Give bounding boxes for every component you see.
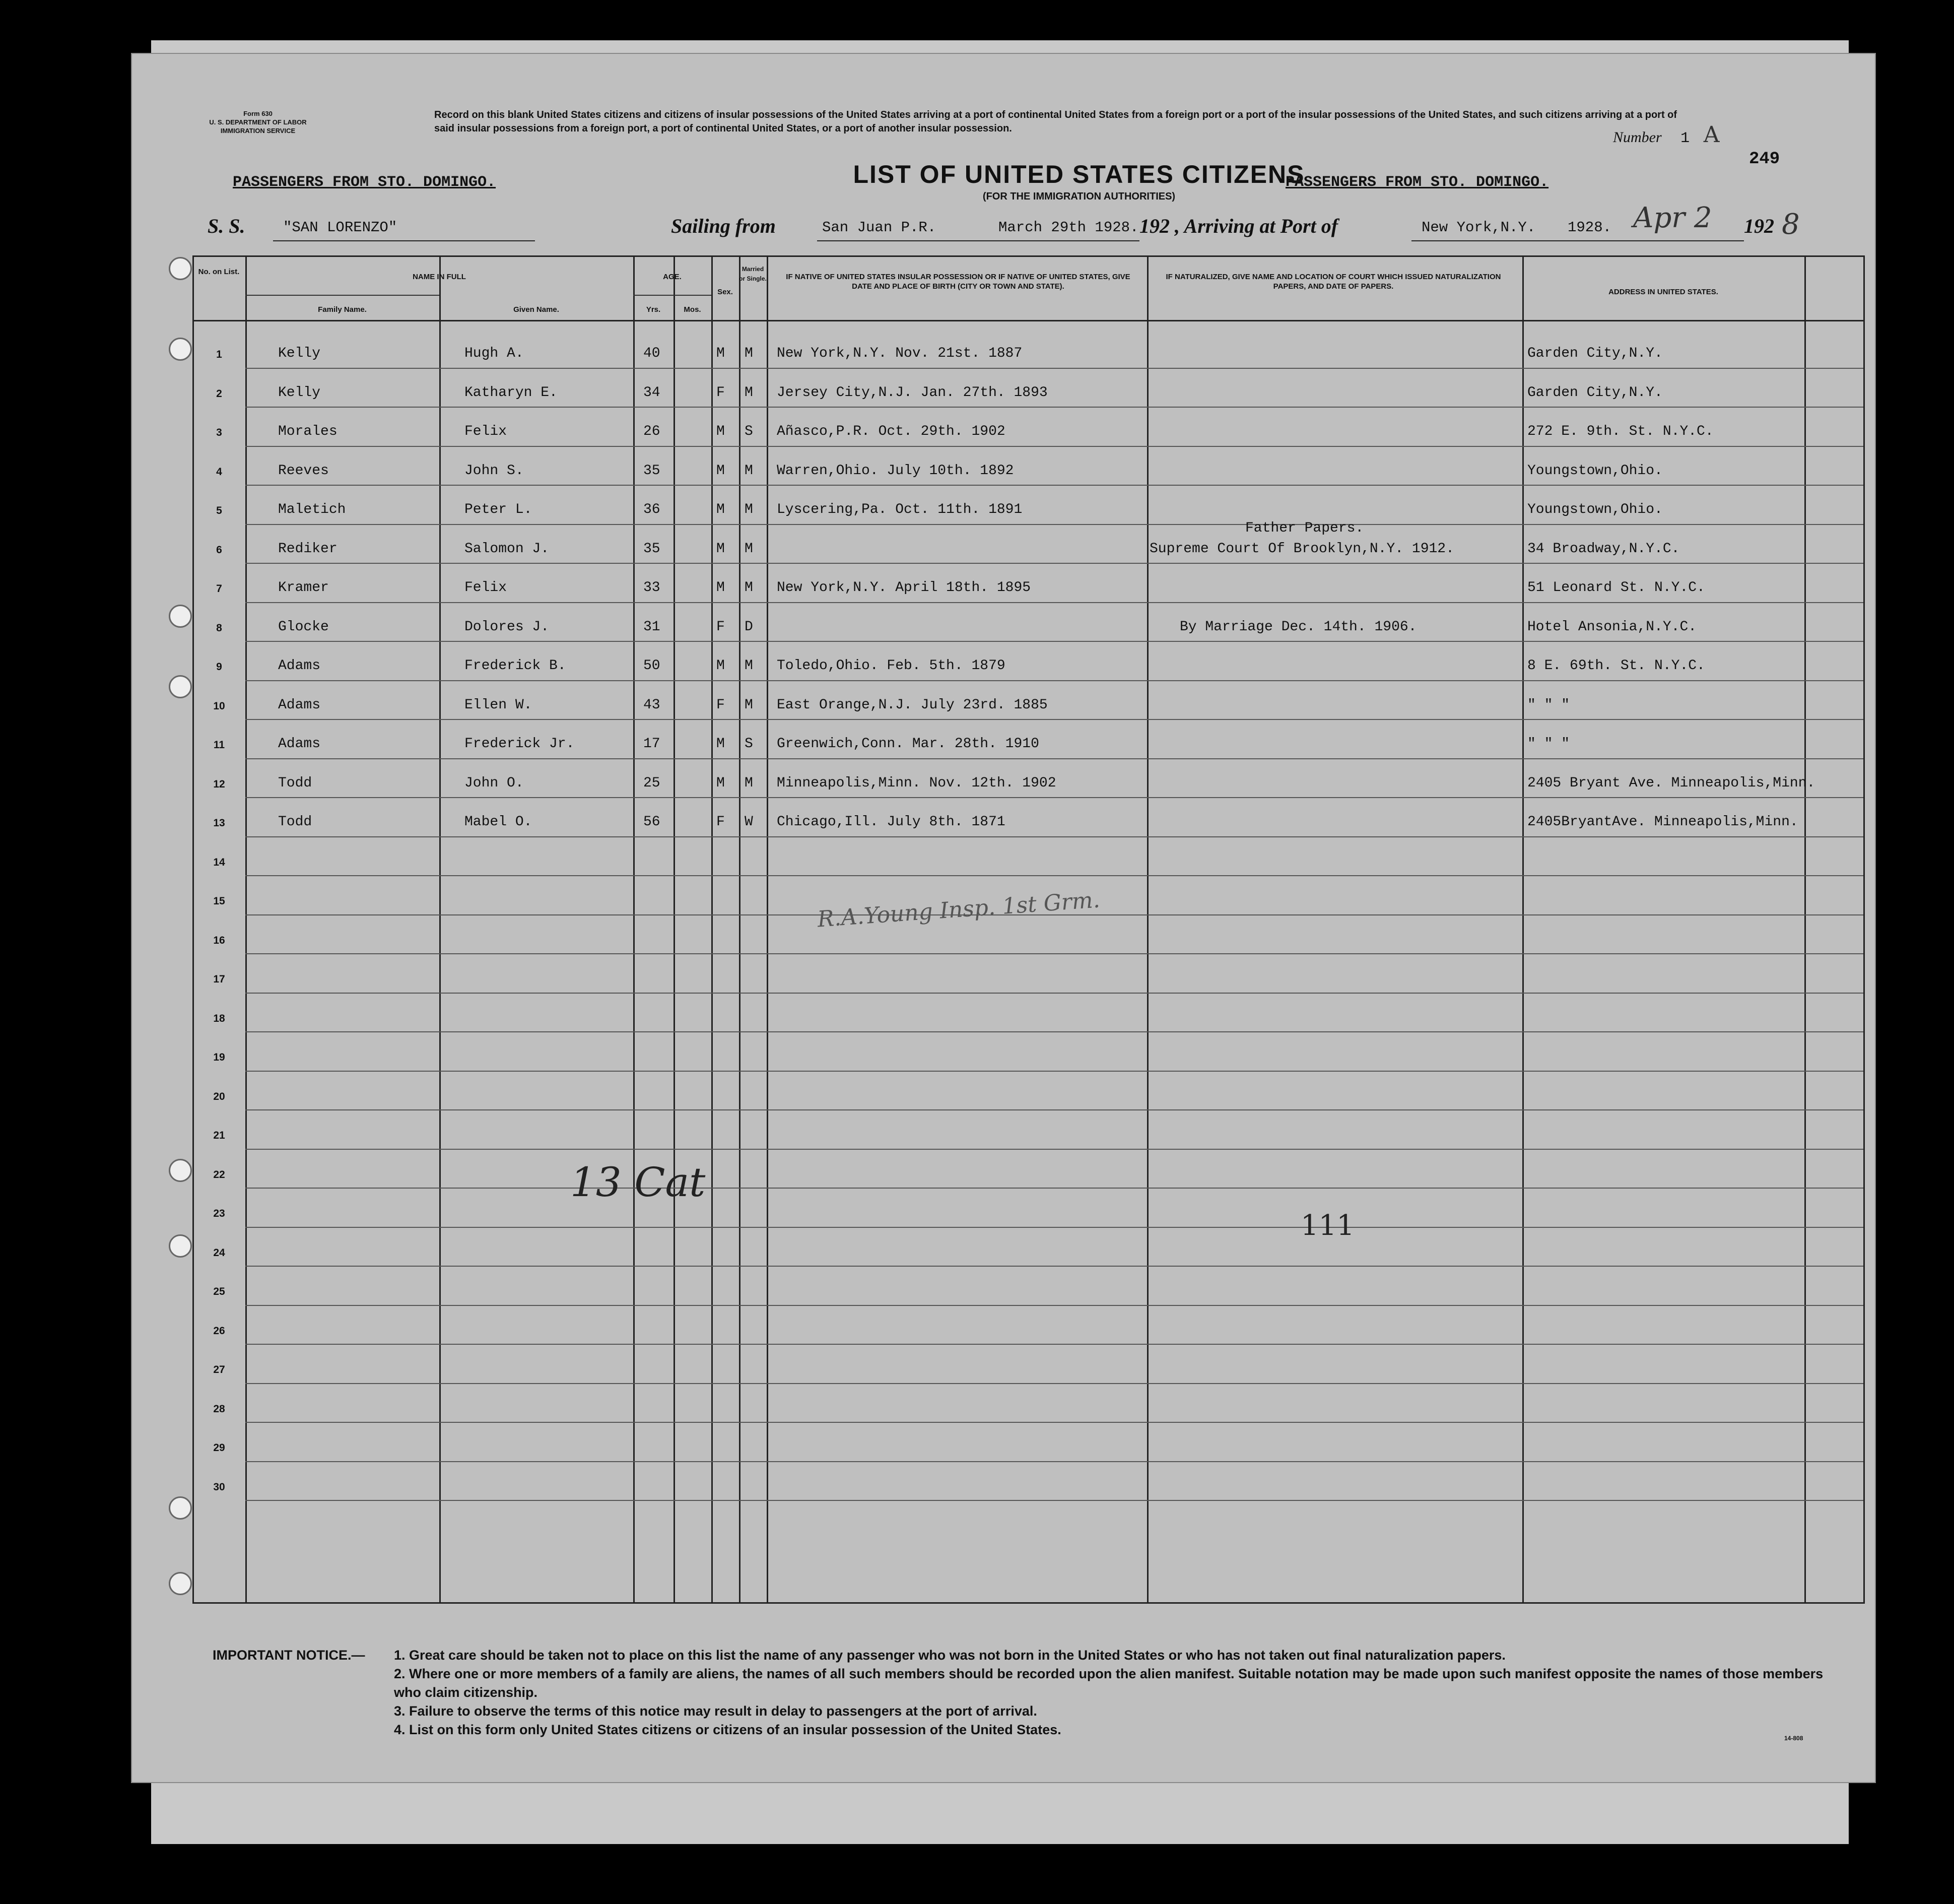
cell-yrs: 43 [643, 697, 660, 713]
list-number [1613, 122, 1719, 148]
cell-nat: By Marriage Dec. 14th. 1906. [1180, 619, 1417, 635]
header-naturalized: IF NATURALIZED, GIVE NAME AND LOCATION OF COURT WHICH ISSUED NATURALIZATION PAPERS, AND DATE OF PAPERS. [1166, 273, 1501, 291]
cell-ms: D [745, 619, 753, 635]
row-number: 30 [213, 1481, 225, 1493]
row-number: 26 [213, 1325, 225, 1337]
cell-address: Garden City,N.Y. [1527, 384, 1663, 401]
binder-hole [169, 1496, 192, 1520]
notice-item: 1. Great care should be taken not to place on this list the name of any passenger who was not born in the United States or who has not taken out final naturalization papers. [394, 1648, 1506, 1663]
cell-family: Morales [278, 424, 338, 439]
cell-sex: M [716, 463, 725, 479]
row-number: 28 [213, 1403, 225, 1415]
cell-given: Salomon J. [464, 541, 550, 557]
cell-yrs: 17 [643, 736, 660, 752]
header-months: Mos. [684, 305, 701, 314]
cell-nat-detail: Supreme Court Of Brooklyn,N.Y. 1912. [1150, 541, 1454, 557]
form-header [192, 109, 323, 135]
arriving-date-handwritten: Apr 2 [1633, 202, 1712, 234]
cell-given: Frederick Jr. [464, 736, 575, 752]
row-number: 27 [213, 1364, 225, 1375]
cell-address: Youngstown,Ohio. [1527, 502, 1663, 517]
cell-address: 272 E. 9th. St. N.Y.C. [1527, 424, 1714, 439]
cell-birth: Lyscering,Pa. Oct. 11th. 1891 [777, 502, 1023, 517]
service-name: IMMIGRATION SERVICE [220, 127, 296, 135]
number-label: Number [1613, 129, 1662, 146]
cell-ms: M [745, 384, 753, 401]
cell-birth: Toledo,Ohio. Feb. 5th. 1879 [777, 658, 1005, 674]
cell-address: Youngstown,Ohio. [1527, 463, 1663, 479]
cell-family: Todd [278, 775, 312, 791]
cell-ms: M [745, 580, 753, 596]
cell-ms: M [745, 346, 753, 361]
row-number: 9 [216, 661, 222, 673]
cell-sex: M [716, 658, 725, 674]
cell-sex: M [716, 424, 725, 439]
cell-given: John S. [464, 463, 524, 479]
cell-birth: Greenwich,Conn. Mar. 28th. 1910 [777, 736, 1039, 752]
row-number: 16 [213, 934, 225, 946]
row-rule [245, 680, 1863, 681]
row-rule [245, 368, 1863, 369]
cell-sex: M [716, 541, 725, 557]
binder-hole [169, 257, 192, 280]
header-age: AGE. [663, 273, 682, 281]
cell-birth: Jersey City,N.J. Jan. 27th. 1893 [777, 384, 1048, 401]
department-name: U. S. DEPARTMENT OF LABOR [209, 118, 307, 126]
cell-ms: S [745, 736, 753, 752]
row-number: 29 [213, 1442, 225, 1454]
cell-nat: Father Papers. [1245, 520, 1364, 536]
row-number: 21 [213, 1130, 225, 1141]
row-rule [245, 1266, 1863, 1267]
cell-family: Reeves [278, 463, 329, 479]
cell-family: Todd [278, 814, 312, 830]
header-no: No. on List. [198, 268, 240, 276]
cell-yrs: 34 [643, 384, 660, 401]
cell-address: 34 Broadway,N.Y.C. [1527, 541, 1680, 557]
row-number: 5 [216, 505, 222, 516]
cell-yrs: 50 [643, 658, 660, 674]
notice-item: 2. Where one or more members of a family are aliens, the names of all such members should be recorded upon the alien manifest. Suitable notation may be made upon such manifest opposite the names of those members who claim citizenship. [394, 1666, 1824, 1700]
row-number: 1 [216, 349, 222, 360]
arriving-typed-year: 1928. [1568, 219, 1612, 236]
arrival-year-prefix: 192 [1744, 215, 1774, 237]
page-title: LIST OF UNITED STATES CITIZENS [853, 160, 1305, 188]
row-number: 23 [213, 1208, 225, 1219]
row-number: 20 [213, 1090, 225, 1102]
header-name-in-full: NAME IN FULL [413, 273, 466, 281]
cell-sex: M [716, 346, 725, 361]
cell-family: Kramer [278, 580, 329, 596]
ss-label: S. S. [208, 215, 245, 237]
cell-family: Adams [278, 658, 321, 674]
binder-hole [169, 1234, 192, 1258]
row-number: 19 [213, 1052, 225, 1063]
cell-birth: Warren,Ohio. July 10th. 1892 [777, 463, 1014, 479]
row-number: 12 [213, 778, 225, 790]
row-rule [245, 1383, 1863, 1384]
passengers-from-left: PASSENGERS FROM STO. DOMINGO. [233, 174, 496, 191]
sailing-port: San Juan P.R. [822, 219, 936, 236]
arriving-label: , Arriving at Port of [1175, 215, 1338, 237]
cell-given: Frederick B. [464, 658, 566, 674]
row-number: 17 [213, 973, 225, 985]
row-number: 15 [213, 895, 225, 907]
row-rule [245, 758, 1863, 759]
row-number: 6 [216, 544, 222, 556]
number-value: 1 [1680, 130, 1690, 147]
binder-hole [169, 1572, 192, 1595]
cell-sex: M [716, 502, 725, 517]
cell-yrs: 31 [643, 619, 660, 635]
row-number: 18 [213, 1012, 225, 1024]
row-rule [245, 1031, 1863, 1032]
row-number: 25 [213, 1286, 225, 1297]
count-note-handwritten: 13 Cat [570, 1159, 706, 1206]
row-rule [245, 407, 1863, 408]
cell-birth: Añasco,P.R. Oct. 29th. 1902 [777, 424, 1005, 439]
row-number: 22 [213, 1168, 225, 1180]
row-rule [245, 719, 1863, 720]
header-family-name: Family Name. [318, 305, 367, 314]
row-rule [245, 1422, 1863, 1423]
row-number: 2 [216, 387, 222, 400]
cell-sex: M [716, 775, 725, 791]
passenger-table [192, 255, 1865, 1604]
ship-name: "SAN LORENZO" [283, 219, 397, 236]
cell-address: 51 Leonard St. N.Y.C. [1527, 580, 1705, 596]
header-sex: Sex. [717, 288, 733, 296]
cell-ms: W [745, 814, 753, 830]
sailing-year-prefix: 192 [1139, 215, 1170, 237]
cell-sex: F [716, 697, 725, 713]
cell-given: Dolores J. [464, 619, 550, 635]
row-rule [245, 836, 1863, 837]
cell-yrs: 26 [643, 424, 660, 439]
cell-address: " " " [1527, 736, 1570, 752]
cell-yrs: 33 [643, 580, 660, 596]
cell-given: Mabel O. [464, 814, 532, 830]
row-number: 8 [216, 622, 222, 634]
binder-hole [169, 675, 192, 698]
row-rule [245, 524, 1863, 525]
cell-ms: M [745, 502, 753, 517]
cell-ms: M [745, 775, 753, 791]
row-rule [245, 1344, 1863, 1345]
row-number: 7 [216, 583, 222, 595]
cell-yrs: 25 [643, 775, 660, 791]
cell-ms: M [745, 658, 753, 674]
cell-family: Rediker [278, 541, 338, 557]
voyage-line [192, 202, 1804, 244]
header-address: ADDRESS IN UNITED STATES. [1608, 288, 1718, 296]
cell-ms: M [745, 697, 753, 713]
instructions: Record on this blank United States citizens and citizens of insular possessions of the United States arriving at a port of continental United States from a foreign port or a port of the insular possessions of the United States, and such citizens arriving at a port of said insular possessions from a foreign port, a port of continental United States, or a port of another insular possession. [434, 109, 1677, 134]
row-number: 4 [216, 466, 222, 478]
arrival-year-handwritten: 8 [1782, 208, 1800, 241]
page-number: 249 [1749, 150, 1780, 169]
row-rule [245, 641, 1863, 642]
cell-sex: F [716, 384, 725, 401]
form-code: 14-808 [1784, 1735, 1803, 1742]
notice-item: 4. List on this form only United States citizens or citizens of an insular possession of the United States. [394, 1722, 1061, 1737]
form-number: Form 630 [243, 110, 273, 117]
binder-hole [169, 1159, 192, 1182]
cell-yrs: 35 [643, 541, 660, 557]
header-married-single: Married or Single. [739, 266, 767, 282]
row-number: 14 [213, 856, 225, 868]
row-rule [245, 1109, 1863, 1110]
cell-address: 2405BryantAve. Minneapolis,Minn. [1527, 814, 1798, 830]
cell-given: Hugh A. [464, 346, 524, 361]
header-years: Yrs. [646, 305, 661, 314]
cell-address: 2405 Bryant Ave. Minneapolis,Minn. [1527, 775, 1815, 791]
row-rule [245, 602, 1863, 603]
passengers-from-right: PASSENGERS FROM STO. DOMINGO. [1286, 174, 1549, 191]
cell-birth: New York,N.Y. Nov. 21st. 1887 [777, 346, 1023, 361]
tally-marks: 111 [1301, 1209, 1355, 1242]
cell-yrs: 40 [643, 346, 660, 361]
row-rule [245, 1461, 1863, 1462]
cell-yrs: 35 [643, 463, 660, 479]
binder-hole [169, 605, 192, 628]
cell-given: John O. [464, 775, 524, 791]
row-number: 11 [213, 739, 225, 751]
notice-lead: IMPORTANT NOTICE.— [213, 1648, 365, 1663]
row-number: 3 [216, 427, 222, 438]
row-number: 24 [213, 1246, 225, 1259]
cell-family: Maletich [278, 502, 346, 517]
row-rule [245, 563, 1863, 564]
cell-ms: M [745, 463, 753, 479]
cell-family: Kelly [278, 384, 321, 401]
cell-ms: M [745, 541, 753, 557]
cell-address: Hotel Ansonia,N.Y.C. [1527, 619, 1697, 635]
row-rule [245, 1071, 1863, 1072]
row-rule [245, 1500, 1863, 1501]
row-rule [245, 1188, 1863, 1189]
cell-family: Adams [278, 736, 321, 752]
cell-sex: F [716, 814, 725, 830]
cell-family: Kelly [278, 346, 321, 361]
notice-list [394, 1646, 1825, 1739]
cell-sex: M [716, 580, 725, 596]
cell-birth: East Orange,N.J. July 23rd. 1885 [777, 697, 1048, 713]
row-rule [245, 875, 1863, 876]
cell-birth: New York,N.Y. April 18th. 1895 [777, 580, 1031, 596]
number-handwritten: A [1703, 122, 1720, 148]
row-rule [245, 485, 1863, 486]
cell-birth: Chicago,Ill. July 8th. 1871 [777, 814, 1005, 830]
arriving-port: New York,N.Y. [1422, 219, 1536, 236]
cell-family: Adams [278, 697, 321, 713]
cell-yrs: 36 [643, 502, 660, 517]
row-rule [245, 953, 1863, 954]
row-number: 10 [213, 700, 225, 712]
cell-birth: Minneapolis,Minn. Nov. 12th. 1902 [777, 775, 1056, 791]
sailing-date: March 29th 1928. [998, 219, 1139, 236]
header-given-name: Given Name. [513, 305, 559, 314]
cell-given: Katharyn E. [464, 384, 558, 401]
row-rule [245, 1305, 1863, 1306]
cell-given: Felix [464, 424, 507, 439]
cell-ms: S [745, 424, 753, 439]
inspector-signature: R.A.Young Insp. 1st Grm. [816, 887, 1101, 933]
page-subtitle: (FOR THE IMMIGRATION AUTHORITIES) [982, 191, 1176, 202]
cell-address: 8 E. 69th. St. N.Y.C. [1527, 658, 1705, 674]
row-rule [245, 993, 1863, 994]
row-rule [245, 1149, 1863, 1150]
cell-given: Peter L. [464, 502, 532, 517]
cell-yrs: 56 [643, 814, 660, 830]
cell-given: Ellen W. [464, 697, 532, 713]
cell-address: " " " [1527, 697, 1570, 713]
binder-hole [169, 338, 192, 361]
cell-sex: F [716, 619, 725, 635]
cell-address: Garden City,N.Y. [1527, 346, 1663, 361]
notice-item: 3. Failure to observe the terms of this notice may result in delay to passengers at the port of arrival. [394, 1703, 1037, 1719]
cell-given: Felix [464, 580, 507, 596]
row-rule [245, 797, 1863, 798]
sailing-label: Sailing from [671, 215, 776, 237]
cell-family: Glocke [278, 619, 329, 635]
cell-sex: M [716, 736, 725, 752]
manifest-sheet [131, 53, 1876, 1783]
row-number: 13 [213, 817, 225, 829]
header-birth: IF NATIVE OF UNITED STATES INSULAR POSSESSION OR IF NATIVE OF UNITED STATES, GIVE DATE AND PLACE OF BIRTH (CITY OR TOWN AND STATE). [786, 273, 1130, 291]
row-rule [245, 446, 1863, 447]
row-rule [245, 1227, 1863, 1228]
